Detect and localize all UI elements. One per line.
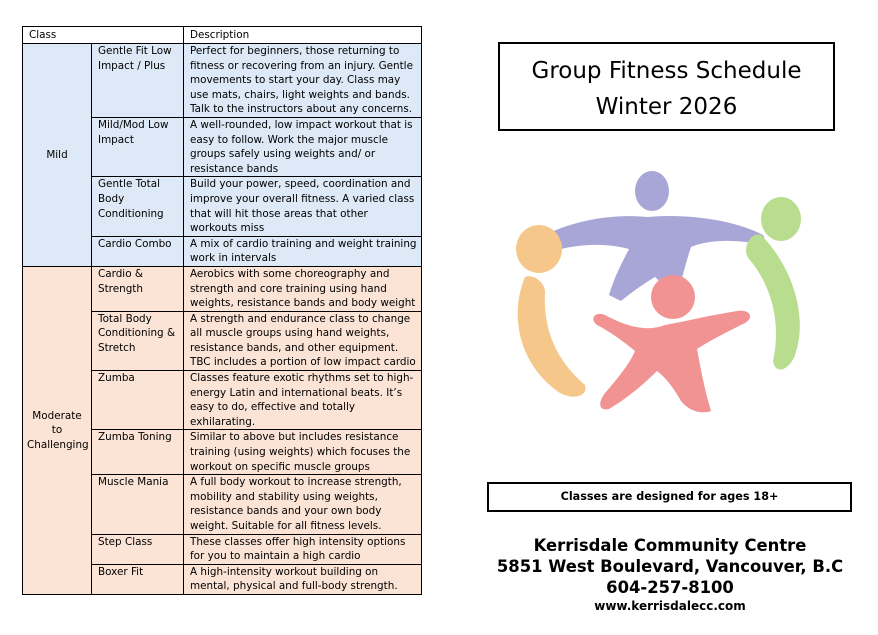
class-name: Muscle Mania <box>92 475 184 534</box>
class-name: Total Body Conditioning & Stretch <box>92 311 184 370</box>
class-name: Zumba <box>92 371 184 430</box>
age-notice: Classes are designed for ages 18+ <box>487 482 852 512</box>
class-name: Cardio Combo <box>92 236 184 266</box>
class-description: Similar to above but includes resistance training (using weights) which focuses the workout on specific muscle groups <box>184 430 422 475</box>
class-name: Gentle Total Body Conditioning <box>92 177 184 236</box>
class-description: A high-intensity workout building on mental, physical and full-body strength. <box>184 564 422 594</box>
class-description: A mix of cardio training and weight training work in intervals <box>184 236 422 266</box>
class-description: Classes feature exotic rhythms set to high-energy Latin and international beats. It’s easy to do, effective and totally exhilarating. <box>184 371 422 430</box>
title-line-2: Winter 2026 <box>595 94 738 120</box>
class-description: Aerobics with some choreography and strength and core training using hand weights, resistance bands and body weight <box>184 266 422 311</box>
orange-figure <box>516 225 586 397</box>
class-schedule-table <box>22 26 422 595</box>
centre-phone: 604-257-8100 <box>606 578 734 597</box>
class-description: Build your power, speed, coordination and improve your overall fitness. A varied class that will hit those areas that other workouts miss <box>184 177 422 236</box>
level-moderate-to-challenging: Moderate to Challenging <box>23 266 92 594</box>
table-row <box>23 44 422 118</box>
title-line-1: Group Fitness Schedule <box>531 58 802 84</box>
centre-address: 5851 West Boulevard, Vancouver, B.C <box>496 557 844 576</box>
table-header-row <box>23 27 422 44</box>
class-description: Perfect for beginners, those returning to fitness or recovering from an injury. Gentle movements to start your day. Class may use mats, chairs, light weights and bands. Talk to the instructors about any concerns. <box>184 44 422 118</box>
people-circle-logo <box>505 165 820 425</box>
class-name: Boxer Fit <box>92 564 184 594</box>
green-figure <box>746 197 801 370</box>
class-description: A well-rounded, low impact workout that is easy to follow. Work the major muscle groups safely using weights and/ or resistance bands <box>184 117 422 176</box>
class-name: Gentle Fit Low Impact / Plus <box>92 44 184 118</box>
table-row <box>23 266 422 311</box>
class-name: Cardio & Strength <box>92 266 184 311</box>
centre-website[interactable]: www.kerrisdalecc.com <box>594 599 746 613</box>
centre-name: Kerrisdale Community Centre <box>533 536 807 555</box>
class-description: A full body workout to increase strength, mobility and stability using weights, resistance bands and your own body weight. Suitable for all fitness levels. <box>184 475 422 534</box>
class-description: A strength and endurance class to change all muscle groups using hand weights, resistance bands, and other equipment. TBC includes a portion of low impact cardio <box>184 311 422 370</box>
schedule-title-box <box>498 42 835 131</box>
class-name: Step Class <box>92 534 184 564</box>
description-header: Description <box>184 27 422 44</box>
class-header: Class <box>23 27 184 44</box>
class-description: These classes offer high intensity options for you to maintain a high cardio <box>184 534 422 564</box>
level-mild: Mild <box>23 44 92 267</box>
contact-info <box>460 535 878 614</box>
class-name: Mild/Mod Low Impact <box>92 117 184 176</box>
class-name: Zumba Toning <box>92 430 184 475</box>
